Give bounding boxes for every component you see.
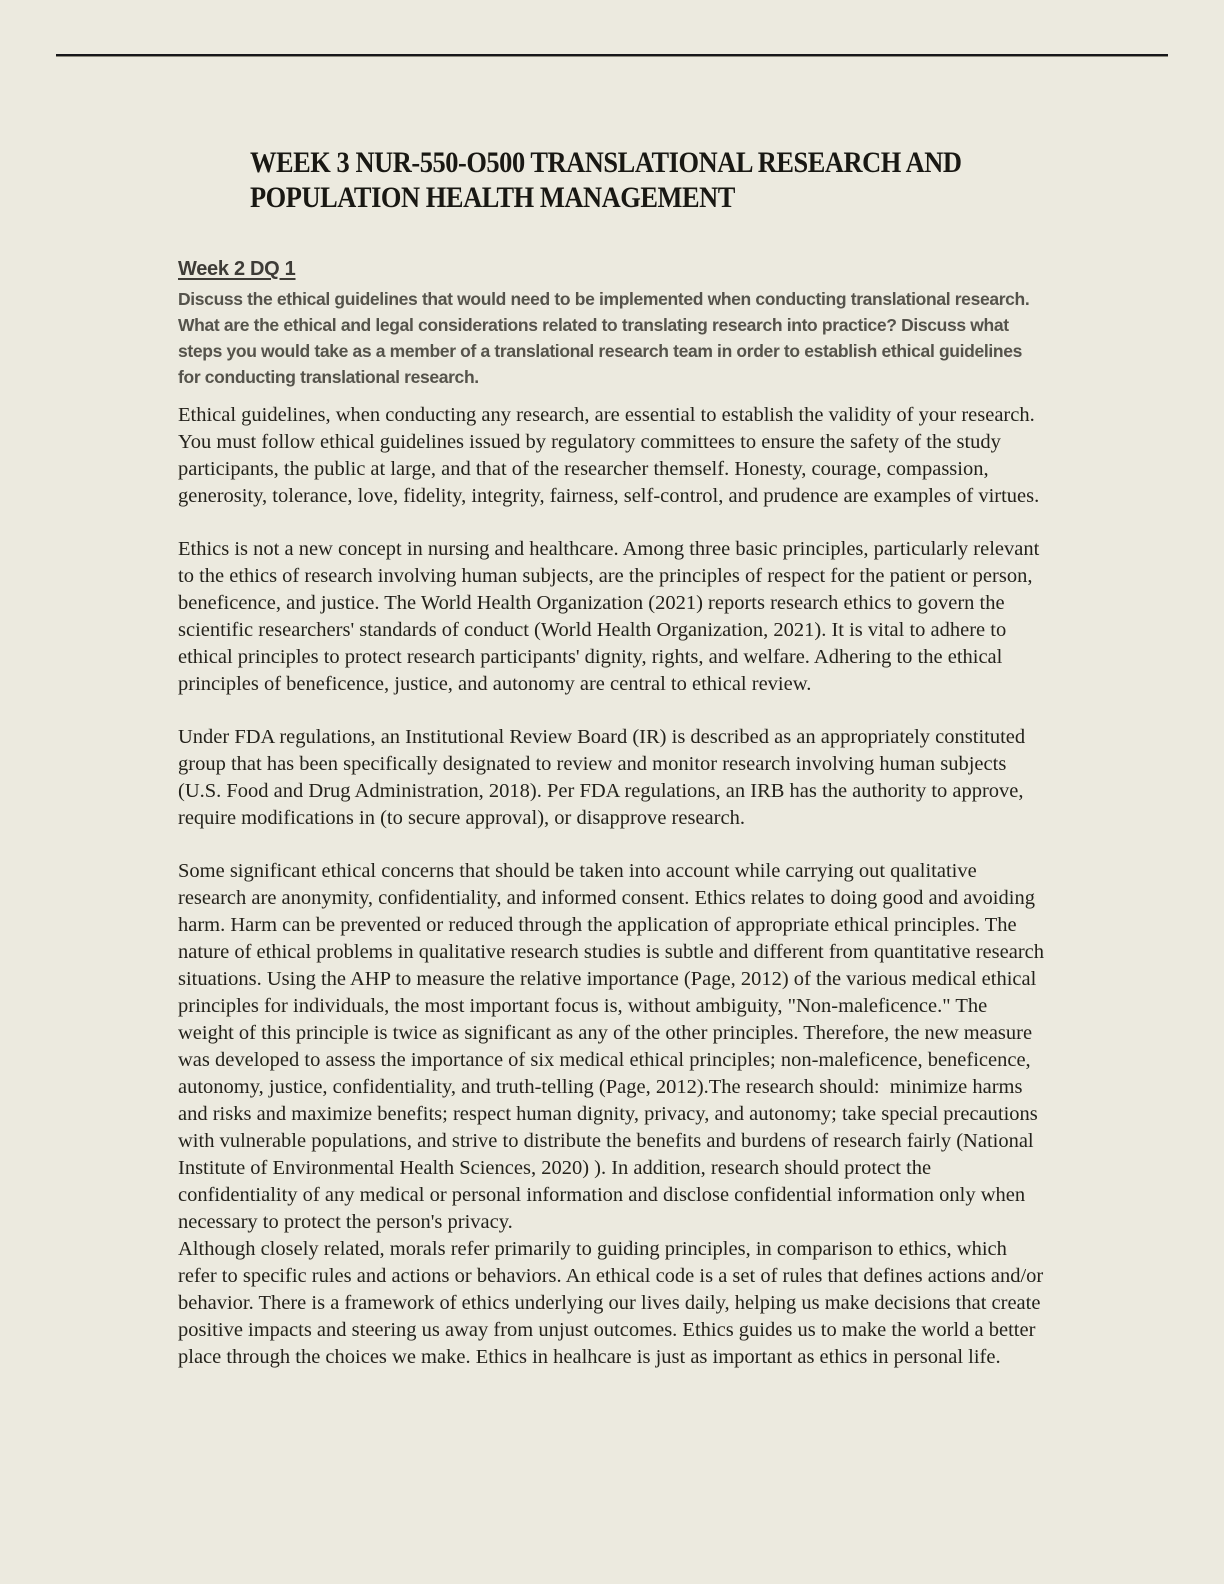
- section-heading: Week 2 DQ 1: [178, 258, 296, 280]
- document-title: [250, 145, 962, 215]
- body-paragraph-1: Ethical guidelines, when conducting any research, are essential to establish the validity of your research. You must follow ethical guidelines issued by regulatory committees to ensure the safety of the study participants, the public at large, and that of the researcher themself. Honesty, courage, compassion, generosity, tolerance, love, fidelity, integrity, fairness, self-control, and prudence are examples of virtues.: [178, 404, 1040, 507]
- body-paragraph-5: Although closely related, morals refer primarily to guiding principles, in comparison to ethics, which refer to specific rules and actions or behaviors. An ethical code is a set of rules that defines actions and/or behavior. There is a framework of ethics underlying our lives daily, helping us make decisions that create positive impacts and steering us away from unjust outcomes. Ethics guides us to make the world a better place through the choices we make. Ethics in healhcare is just as important as ethics in personal life.: [178, 1238, 1049, 1368]
- top-divider-line: [56, 54, 1168, 57]
- body-paragraph-3: Under FDA regulations, an Institutional Review Board (IR) is described as an appropriately constituted group that has been specifically designated to review and monitor research involving human subjects (U.S. Food and Drug Administration, 2018). Per FDA regulations, an IRB has the authority to approve, require modifications in (to secure approval), or disapprove research.: [178, 726, 1031, 829]
- document-content: [178, 145, 1050, 1397]
- discussion-question: Discuss the ethical guidelines that would need to be implemented when conducting translational research. What are the ethical and legal considerations related to translating research into practice? Discuss what steps you would take as a member of a translational research team in order to establish ethical guidelines for conducting translational research.: [178, 289, 1034, 387]
- body-paragraph-4: Some significant ethical concerns that should be taken into account while carrying out qualitative research are anonymity, confidentiality, and informed consent. Ethics relates to doing good and avoiding harm. Harm can be prevented or reduced through the application of appropriate ethical principles. The nature of ethical problems in qualitative research studies is subtle and different from quantitative research situations. Using the AHP to measure the relative importance (Page, 2012) of the various medical ethical principles for individuals, the most important focus is, without ambiguity, "Non-maleficence." The weight of this principle is twice as significant as any of the other principles. Therefore, the new measure was developed to assess the importance of six medical ethical principles; non-maleficence, beneficence, autonomy, justice, confidentiality, and truth-telling (Page, 2012).The research should: minimize harms and risks and maximize benefits; respect human dignity, privacy, and autonomy; take special precautions with vulnerable populations, and strive to distribute the benefits and burdens of research fairly (National Institute of Environmental Health Sciences, 2020) ). In addition, research should protect the confidentiality of any medical or personal information and disclose confidential information only when necessary to protect the person's privacy.: [178, 860, 1050, 1233]
- body-paragraph-2: Ethics is not a new concept in nursing and healthcare. Among three basic principles, particularly relevant to the ethics of research involving human subjects, are the principles of respect for the patient or person, beneficence, and justice. The World Health Organization (2021) reports research ethics to govern the scientific researchers' standards of conduct (World Health Organization, 2021). It is vital to adhere to ethical principles to protect research participants' dignity, rights, and welfare. Adhering to the ethical principles of beneficence, justice, and autonomy are central to ethical review.: [178, 538, 1045, 695]
- document-title-line-2: POPULATION HEALTH MANAGEMENT: [250, 181, 735, 214]
- document-title-line-1: WEEK 3 NUR-550-O500 TRANSLATIONAL RESEARCH AND: [250, 146, 962, 179]
